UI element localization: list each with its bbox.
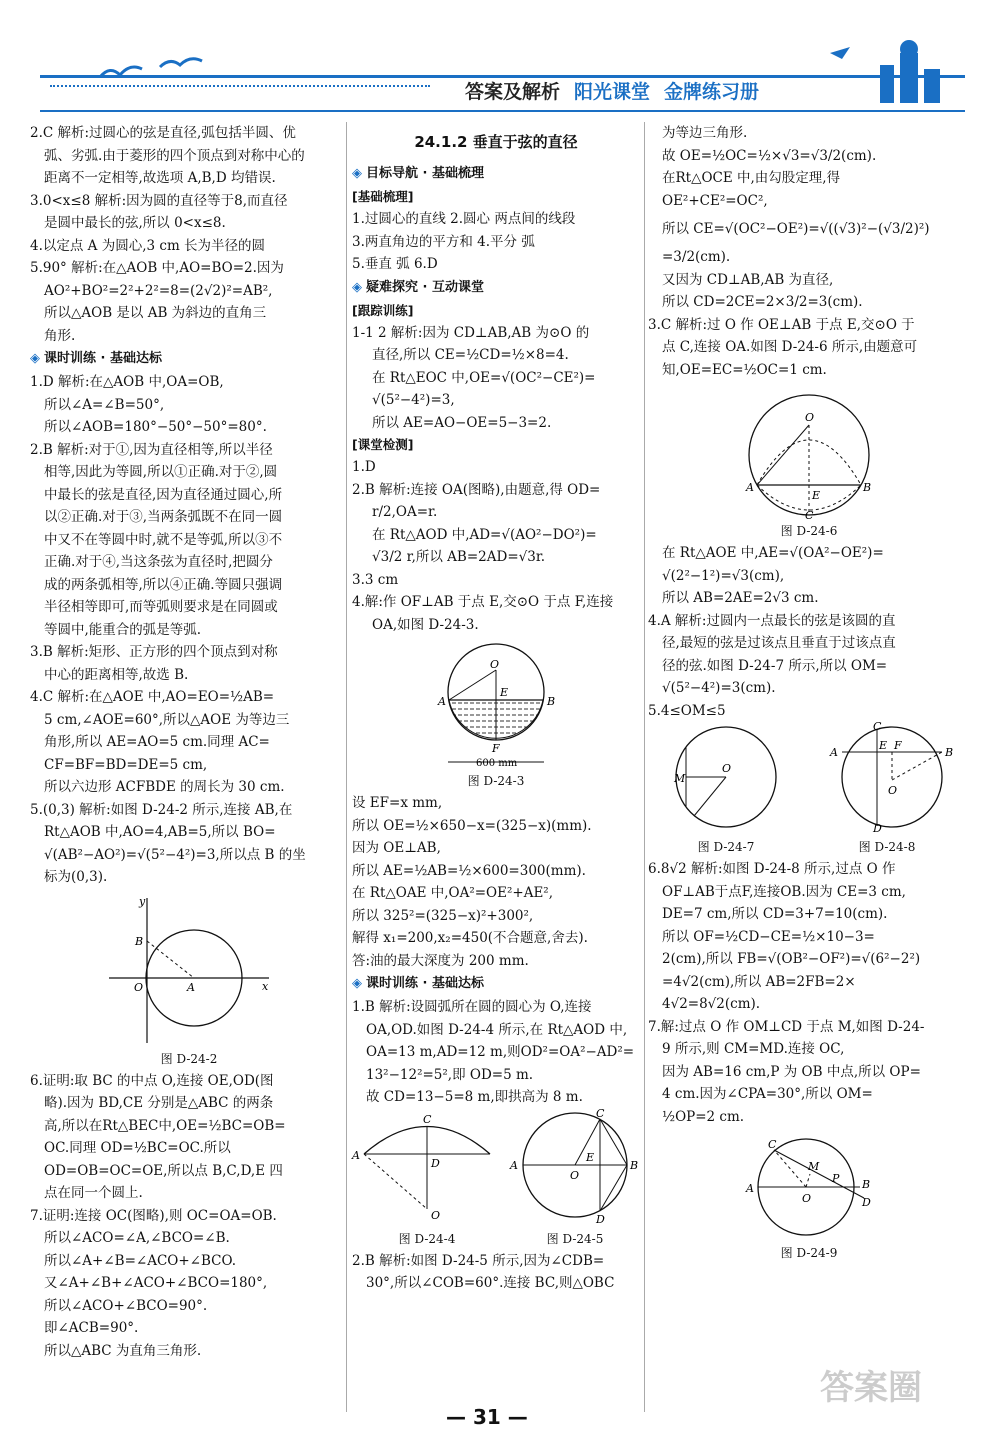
point-label: C <box>805 509 814 522</box>
text-line: 3.B 解析:矩形、正方形的四个顶点到对称 <box>30 644 278 660</box>
text-line: 中又不在等圆中时,就不是等弧,所以③不 <box>44 531 283 548</box>
figure-d-24-9 <box>744 1132 874 1242</box>
section-heading-text: 疑难探究 · 互动课堂 <box>366 279 484 295</box>
dimension-label: 600 mm <box>476 758 518 769</box>
text-line: 2.B 解析:如图 D-24-5 所示,因为∠CDB= <box>352 1252 605 1269</box>
col1-block-b <box>30 371 348 889</box>
axis-y-label: y <box>139 894 146 908</box>
figure-row <box>648 722 970 858</box>
text-line: Rt△AOB 中,AO=4,AB=5,所以 BO= <box>44 824 276 840</box>
text-line: 等圆中,能重合的弧是等弧. <box>44 621 202 638</box>
section-heading <box>352 972 640 996</box>
text-line: 成的两条弧相等,所以④正确.等圆只强调 <box>44 576 283 593</box>
text-line: 所以△AOB 是以 AB 为斜边的直角三 <box>44 305 267 321</box>
text-line: 在 Rt△EOC 中,OE=√(OC²−CE²)= <box>372 369 596 386</box>
point-label: D <box>873 822 882 835</box>
diamond-icon: ◈ <box>352 976 362 991</box>
text-line: 所以∠ACO+∠BCO=90°. <box>44 1297 208 1314</box>
text-line: 半径相等即可,而等弧则要求是在同圆或 <box>44 599 278 615</box>
section-heading <box>30 347 348 371</box>
text-line: AO²+BO²=2²+2²=8=(2√2)²=AB², <box>44 282 273 299</box>
axis-x-label: x <box>262 979 269 993</box>
point-label: D <box>596 1212 605 1226</box>
point-label: E <box>500 686 509 699</box>
text-line: 所以 OE=½×650−x=(325−x)(mm). <box>352 817 592 834</box>
text-line: 13²−12²=5²,即 OD=5 m. <box>366 1066 534 1083</box>
point-label: A <box>352 1148 360 1162</box>
text-line: 3.C 解析:过 O 作 OE⊥AB 于点 E,交⊙O 于 <box>648 316 915 333</box>
text-line: OA,如图 D-24-3. <box>372 616 479 633</box>
diamond-icon: ◈ <box>352 279 362 295</box>
text-line: 2(cm),所以 FB=√(OB²−OF²)=√(6²−2²) <box>662 951 921 967</box>
col1-block-a <box>30 122 348 347</box>
figure-d-24-5 <box>510 1106 640 1226</box>
text-line: 设 EF=x mm, <box>352 795 443 811</box>
text-line: 所以 AE=½AB=½×600=300(mm). <box>352 862 586 879</box>
text-line: 距离不一定相等,故选项 A,B,D 均错误. <box>44 170 276 186</box>
text-line: 因为 OE⊥AB, <box>352 840 441 856</box>
figure-d-24-6 <box>739 385 879 520</box>
text-line: 4.解:作 OF⊥AB 于点 E,交⊙O 于点 F,连接 <box>352 594 614 610</box>
text-line: ½OP=2 cm. <box>662 1108 745 1125</box>
section-title: 24.1.2 垂直于弦的直径 <box>414 133 578 151</box>
text-line: 9 所示,则 CM=MD.连接 OC, <box>662 1041 845 1057</box>
section-heading <box>352 162 640 186</box>
point-label: B <box>862 1178 871 1191</box>
text-line: 为等边三角形. <box>662 125 748 141</box>
text-line: 6.证明:取 BC 的中点 O,连接 OE,OD(图 <box>30 1072 274 1089</box>
figure-caption: 图 D-24-6 <box>780 524 838 538</box>
point-label: A <box>830 746 838 759</box>
point-label: A <box>510 1158 518 1172</box>
text-line: 4 cm.因为∠CPA=30°,所以 OM= <box>662 1086 873 1102</box>
point-label: E <box>812 489 821 502</box>
point-label: B <box>547 695 556 708</box>
point-label: F <box>492 742 500 755</box>
figure-caption: 图 D-24-9 <box>780 1246 838 1260</box>
subsection-label: [跟踪训练] <box>352 302 414 318</box>
text-line: 3.0<x≤8 解析:因为圆的直径等于8,而直径 <box>30 192 288 209</box>
section-heading-text: 课时训练 · 基础达标 <box>44 351 162 366</box>
text-line: √3/2 r,所以 AB=2AD=√3r. <box>372 549 546 565</box>
subsection-label: [课堂检测] <box>352 437 414 452</box>
point-label: D <box>431 1156 440 1170</box>
text-line: =4√2(cm),所以 AB=2FB=2× <box>662 973 856 990</box>
figure-d-24-7-wrap <box>666 722 786 858</box>
text-line: 以②正确.对于③,当两条弧既不在同一圆 <box>44 509 283 525</box>
text-line: 2.B 解析:对于①,因为直径相等,所以半径 <box>30 441 273 458</box>
city-skyline-icon <box>820 35 960 105</box>
text-line: 故 OE=½OC=½×√3=√3/2(cm). <box>662 147 877 164</box>
text-line: 30°,所以∠COB=60°.连接 BC,则△OBC <box>366 1275 615 1291</box>
text-line: 5 cm,∠AOE=60°,所以△AOE 为等边三 <box>44 711 290 728</box>
text-line: 所以∠ACO=∠A,∠BCO=∠B. <box>44 1230 230 1246</box>
text-line: OA=13 m,AD=12 m,则OD²=OA²−AD²= <box>366 1044 635 1060</box>
point-label: O <box>722 762 732 775</box>
subsection-label: [基础梳理] <box>352 189 414 204</box>
text-line: 点在同一个圆上. <box>44 1185 143 1201</box>
point-label: C <box>768 1138 777 1151</box>
text-line: CF=BF=BD=DE=5 cm, <box>44 756 208 773</box>
column-1 <box>30 122 348 1362</box>
point-label: O <box>888 784 898 797</box>
point-label: M <box>808 1160 820 1173</box>
point-label: C <box>423 1112 432 1126</box>
text-line: 所以 OF=½CD−CE=½×10−3= <box>662 928 875 945</box>
text-line: 2.B 解析:连接 OA(图略),由题意,得 OD= <box>352 481 601 498</box>
text-line: 中最长的弦是直径,因为直径通过圆心,所 <box>44 486 283 503</box>
text-line: 解得 x₁=200,x₂=450(不合题意,舍去). <box>352 930 588 946</box>
text-line: 高,所以在Rt△BEC中,OE=½BC=OB= <box>44 1117 286 1134</box>
text-line: 径,最短的弦是过该点且垂直于过该点直 <box>662 635 896 651</box>
figure-caption: 图 D-24-4 <box>398 1231 456 1246</box>
text-line: 在 Rt△OAE 中,OA²=OE²+AE², <box>352 885 554 901</box>
figure-d-24-4-wrap <box>352 1109 502 1250</box>
page-number: — 31 — <box>446 1405 528 1429</box>
text-line: 又因为 CD⊥AB,AB 为直径, <box>662 271 834 288</box>
text-line: 径的弦.如图 D-24-7 所示,所以 OM= <box>662 657 888 674</box>
text-line: 3.两直角边的平方和 4.平分 弧 <box>352 233 535 250</box>
text-line: 标为(0,3). <box>44 869 108 885</box>
text-line: 是圆中最长的弦,所以 0<x≤8. <box>44 215 226 231</box>
figure-d-24-3 <box>416 640 576 770</box>
text-line: 略).因为 BD,CE 分别是△ABC 的两条 <box>44 1095 274 1111</box>
text-line: √(AB²−AO²)=√(5²−4²)=3,所以点 B 的坐 <box>44 846 306 863</box>
text-line: 5.4≤OM≤5 <box>648 702 726 719</box>
text-line: 即∠ACB=90°. <box>44 1320 139 1336</box>
text-line: OC.同理 OD=½BC=OC.所以 <box>44 1140 231 1156</box>
figure-row <box>352 1106 640 1250</box>
figure-d-24-8-wrap <box>822 722 952 858</box>
point-label: O <box>490 658 500 671</box>
text-line: 4.C 解析:在△AOE 中,AO=EO=½AB= <box>30 689 275 705</box>
text-line: 1.D 解析:在△AOB 中,OA=OB, <box>30 374 224 390</box>
section-heading <box>352 276 640 300</box>
text-line: 6.8√2 解析:如图 D-24-8 所示,过点 O 作 <box>648 861 896 877</box>
text-line: 5.垂直 弧 6.D <box>352 256 438 272</box>
text-line: √(2²−1²)=√3(cm), <box>662 567 785 584</box>
text-line: 1.D <box>352 459 376 475</box>
text-line: 点 C,连接 OA.如图 D-24-6 所示,由题意可 <box>662 339 918 355</box>
diamond-icon: ◈ <box>30 351 40 366</box>
text-line: 知,OE=EC=½OC=1 cm. <box>662 361 827 378</box>
point-label: A <box>746 1182 754 1195</box>
text-line: OA,OD.如图 D-24-4 所示,在 Rt△AOD 中, <box>366 1021 628 1038</box>
point-label: C <box>873 720 882 733</box>
text-line: 4.以定点 A 为圆心,3 cm 长为半径的圆 <box>30 237 266 254</box>
header-series: 金牌练习册 <box>664 81 760 103</box>
text-line: √(5²−4²)=3, <box>372 392 455 408</box>
point-label: B <box>945 746 954 759</box>
text-line: 所以 AE=AO−OE=5−3=2. <box>372 414 552 431</box>
figure-d-24-7 <box>666 722 786 832</box>
point-label: O <box>134 980 144 994</box>
point-label: O <box>431 1208 441 1222</box>
text-line: 弧、劣弧.由于菱形的四个顶点到对称中心的 <box>44 147 305 164</box>
text-line: 直径,所以 CE=½CD=½×8=4. <box>372 347 569 363</box>
col1-block-c <box>30 1070 348 1363</box>
figure-caption: 图 D-24-5 <box>546 1231 604 1246</box>
text-line: 3.3 cm <box>352 571 399 588</box>
text-line: 7.证明:连接 OC(图略),则 OC=OA=OB. <box>30 1207 277 1224</box>
birds-icon <box>90 55 210 85</box>
column-3 <box>648 122 970 1264</box>
text-line: 答:油的最大深度为 200 mm. <box>352 952 529 969</box>
text-line: 角形,所以 AE=AO=5 cm.同理 AC= <box>44 734 270 750</box>
text-line: 5.90° 解析:在△AOB 中,AO=BO=2.因为 <box>30 260 284 276</box>
text-line: 1.B 解析:设圆弧所在圆的圆心为 O,连接 <box>352 999 592 1015</box>
point-label: P <box>832 1172 840 1185</box>
text-line: r/2,OA=r. <box>372 504 438 520</box>
figure-caption: 图 D-24-3 <box>467 774 525 788</box>
text-line: 5.(0,3) 解析:如图 D-24-2 所示,连接 AB,在 <box>30 801 293 818</box>
text-line: 1.过圆心的直线 2.圆心 两点间的线段 <box>352 211 576 227</box>
page-header <box>40 55 965 115</box>
point-label: F <box>894 739 902 752</box>
text-line: 在Rt△OCE 中,由勾股定理,得 <box>662 170 841 186</box>
text-line: 所以△ABC 为直角三角形. <box>44 1342 202 1359</box>
text-line: 所以∠AOB=180°−50°−50°=80°. <box>44 419 267 435</box>
point-label: C <box>596 1106 605 1120</box>
point-label: A <box>187 980 195 994</box>
text-line: 所以 AB=2AE=2√3 cm. <box>662 590 819 606</box>
point-label: O <box>570 1168 580 1182</box>
point-label: A <box>438 695 446 708</box>
header-dotted-line <box>50 85 430 87</box>
text-line: 又∠A+∠B+∠ACO+∠BCO=180°, <box>44 1275 268 1291</box>
watermark: 答案圈 <box>820 1368 922 1408</box>
figure-d-24-4 <box>352 1109 502 1224</box>
text-line: 因为 AB=16 cm,P 为 OB 中点,所以 OP= <box>662 1063 921 1080</box>
header-title <box>465 77 759 104</box>
text-line: 正确.对于④,当这条弦为直径时,把圆分 <box>44 554 273 570</box>
point-label: O <box>805 411 815 424</box>
text-line: OF⊥AB于点F,连接OB.因为 CE=3 cm, <box>662 883 906 900</box>
text-line: 所以∠A=∠B=50°, <box>44 396 165 413</box>
figure-d-24-2 <box>99 893 279 1048</box>
text-line: 所以 325²=(325−x)²+300², <box>352 907 534 924</box>
figure-caption: 图 D-24-8 <box>858 840 916 854</box>
point-label: A <box>746 481 754 494</box>
header-answer-label: 答案及解析 <box>465 81 561 103</box>
figure-d-24-8 <box>822 720 954 835</box>
point-label: E <box>586 1150 595 1164</box>
point-label: D <box>862 1196 871 1209</box>
text-line: 相等,因此为等圆,所以①正确.对于②,圆 <box>44 464 278 480</box>
point-label: B <box>863 481 872 494</box>
text-line: =3/2(cm). <box>662 249 731 265</box>
text-line: 1-1 2 解析:因为 CD⊥AB,AB 为⊙O 的 <box>352 324 590 341</box>
text-line: 故 CD=13−5=8 m,即拱高为 8 m. <box>366 1089 583 1105</box>
text-line: 在 Rt△AOD 中,AD=√(AO²−DO²)= <box>372 526 597 543</box>
diamond-icon: ◈ <box>352 166 362 181</box>
text-line: 在 Rt△AOE 中,AE=√(OA²−OE²)= <box>662 545 884 561</box>
text-line: 4√2=8√2(cm). <box>662 996 761 1012</box>
section-heading-text: 课时训练 · 基础达标 <box>366 976 484 991</box>
header-brand: 阳光课堂 <box>574 81 651 103</box>
text-line: 4.A 解析:过圆内一点最长的弦是该圆的直 <box>648 612 896 629</box>
point-label: E <box>879 739 888 752</box>
figure-d-24-5-wrap <box>510 1106 640 1250</box>
text-line: 角形. <box>44 327 76 344</box>
point-label: B <box>630 1158 639 1172</box>
text-line: 中心的距离相等,故选 B. <box>44 666 189 683</box>
text-line: 7.解:过点 O 作 OM⊥CD 于点 M,如图 D-24- <box>648 1018 925 1035</box>
column-2 <box>352 122 640 1295</box>
text-line: OD=OB=OC=OE,所以点 B,C,D,E 四 <box>44 1162 283 1179</box>
figure-caption: 图 D-24-7 <box>697 840 755 854</box>
text-line: DE=7 cm,所以 CD=3+7=10(cm). <box>662 906 888 922</box>
point-label: M <box>674 772 686 785</box>
text-line: 2.C 解析:过圆心的弦是直径,弧包括半圆、优 <box>30 125 296 141</box>
text-line: 所以 CD=2CE=2×3/2=3(cm). <box>662 294 863 310</box>
text-line: 所以 CE=√(OC²−OE²)=√((√3)²−(√3/2)²) <box>662 221 930 237</box>
text-line: 所以六边形 ACFBDE 的周长为 30 cm. <box>44 779 285 795</box>
column-divider <box>644 122 645 1412</box>
text-line: 所以∠A+∠B=∠ACO+∠BCO. <box>44 1252 237 1269</box>
point-label: B <box>135 934 144 948</box>
figure-caption: 图 D-24-2 <box>160 1051 218 1066</box>
text-line: OE²+CE²=OC², <box>662 192 768 209</box>
text-line: √(5²−4²)=3(cm). <box>662 680 776 696</box>
point-label: O <box>802 1192 812 1205</box>
section-heading-text: 目标导航 · 基础梳理 <box>366 166 484 181</box>
